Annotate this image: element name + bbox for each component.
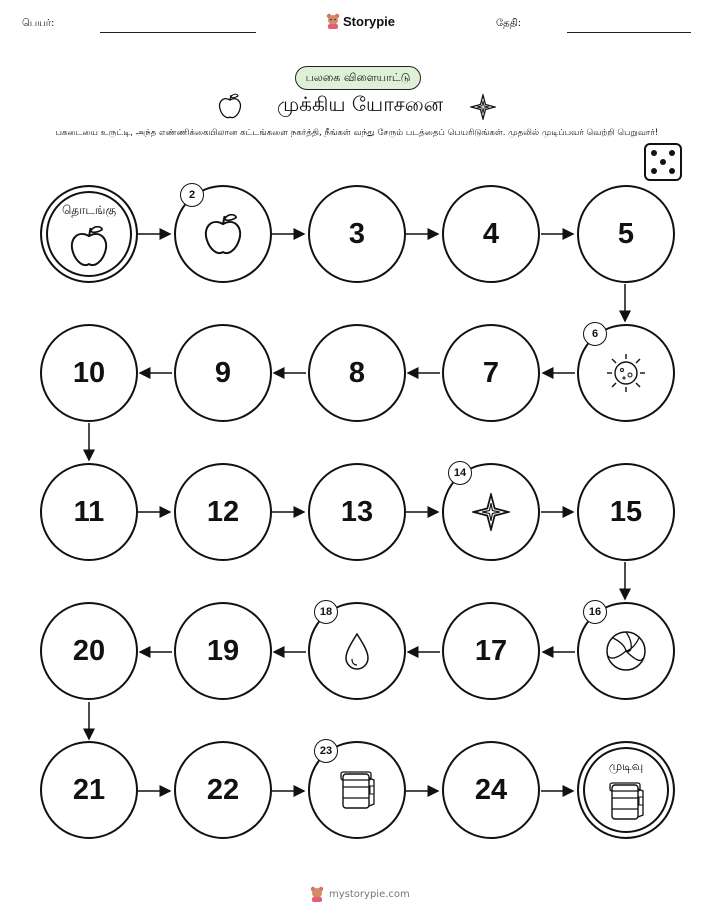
space-number: 9 [214, 356, 232, 389]
board-space-23 [308, 741, 406, 839]
board-space-18 [308, 602, 406, 700]
board-space-14 [442, 463, 540, 561]
board-space-17 [442, 602, 540, 700]
end-label: முடிவு [608, 759, 644, 773]
start-label: தொடங்கு [61, 203, 117, 217]
footer-url[interactable]: mystorypie.com [329, 888, 410, 900]
board-space-13 [308, 463, 406, 561]
apple-icon [67, 223, 111, 273]
space-number: 13 [340, 495, 374, 528]
board-space-25 [577, 741, 675, 839]
bear-logo-icon [309, 886, 325, 902]
board-space-9 [174, 324, 272, 422]
date-label: தேதி: [496, 18, 522, 29]
sparkle-icon [472, 493, 510, 531]
space-number: 15 [609, 495, 643, 528]
page-title: முக்கிய யோசனை [276, 91, 444, 116]
game-type-badge: பலகை விளையாட்டு [295, 66, 421, 90]
space-number: 20 [72, 634, 106, 667]
apple-icon [201, 211, 245, 257]
board-space-21 [40, 741, 138, 839]
space-number: 11 [73, 495, 105, 528]
water-drop-icon [342, 631, 372, 671]
space-number: 10 [72, 356, 106, 389]
space-number-badge: 23 [314, 739, 338, 763]
space-number: 12 [206, 495, 240, 528]
space-number: 24 [474, 773, 508, 806]
space-number: 7 [482, 356, 500, 389]
space-number: 3 [348, 217, 366, 250]
board-space-19 [174, 602, 272, 700]
board-space-6 [577, 324, 675, 422]
board-space-3 [308, 185, 406, 283]
space-number: 22 [206, 773, 240, 806]
instructions-text: பகடையை உருட்டி, அந்த எண்ணிக்கையிலான கட்டங்களை நகர்த்தி, நீங்கள் வந்து சேரும் படத்தைப் பெயரிடுங்கள். முதலில் முடிப்பவர் வெற்றி பெறுவார்! [55, 128, 659, 138]
board-space-16 [577, 602, 675, 700]
board-space-20 [40, 602, 138, 700]
board-space-15 [577, 463, 675, 561]
lunchbox-icon [606, 779, 646, 827]
space-number: 19 [206, 634, 240, 667]
volleyball-icon [603, 628, 649, 674]
space-number-badge: 18 [314, 600, 338, 624]
space-number-badge: 14 [448, 461, 472, 485]
name-label: பெயர்: [22, 18, 55, 29]
board-space-5 [577, 185, 675, 283]
space-number-badge: 6 [583, 322, 607, 346]
board-space-11 [40, 463, 138, 561]
space-number-badge: 16 [583, 600, 607, 624]
footer [309, 886, 410, 902]
lunchbox-icon [337, 768, 377, 812]
board-space-4 [442, 185, 540, 283]
board-space-12 [174, 463, 272, 561]
space-number-badge: 2 [180, 183, 204, 207]
board-space-7 [442, 324, 540, 422]
space-number: 4 [482, 217, 500, 250]
brand-name: Storypie [343, 13, 396, 29]
space-number: 17 [474, 634, 508, 667]
board-space-24 [442, 741, 540, 839]
space-number: 21 [72, 773, 106, 806]
board-space-2 [174, 185, 272, 283]
board-space-10 [40, 324, 138, 422]
space-number: 5 [617, 217, 635, 250]
board-space-8 [308, 324, 406, 422]
space-number: 8 [348, 356, 366, 389]
board-space-22 [174, 741, 272, 839]
board-space-1 [40, 185, 138, 283]
sun-icon [603, 350, 649, 396]
